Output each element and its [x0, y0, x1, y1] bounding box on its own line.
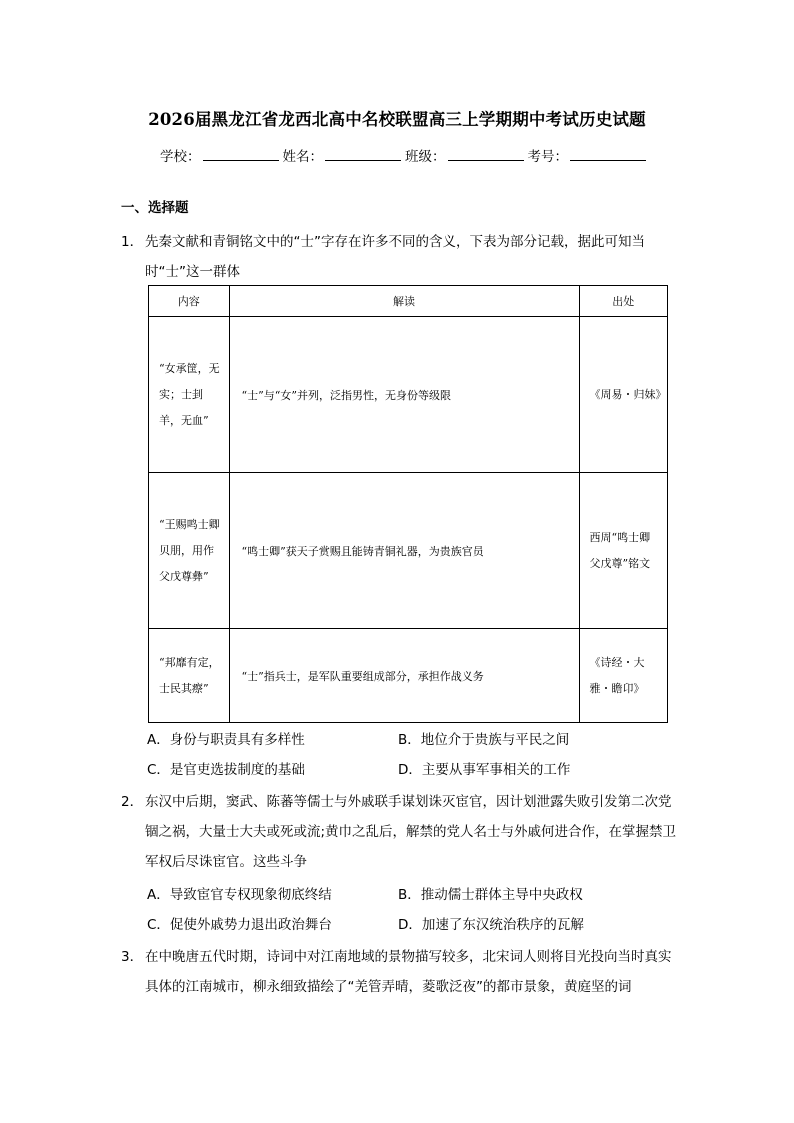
table-row: [149, 317, 668, 473]
table-cell-interpretation: “士”与“女”并列，泛指男性，无身份等级限: [229, 317, 579, 473]
option-c[interactable]: C．促使外戚势力退出政治舞台: [147, 917, 332, 933]
exam-number-label: 考号：: [527, 149, 568, 165]
source-table: [148, 285, 668, 723]
option-row: [147, 755, 707, 785]
table-row: [149, 473, 668, 629]
school-blank: [203, 147, 279, 161]
question-1: [121, 227, 681, 287]
table-cell-interpretation: “士”指兵士，是军队重要组成部分，承担作战义务: [229, 629, 579, 723]
table-header: 出处: [579, 286, 668, 317]
option-a[interactable]: A．身份与职责具有多样性: [147, 732, 305, 748]
table-cell-interpretation: “鸣士卿”获天子赏赐且能铸青铜礼器，为贵族官员: [229, 473, 579, 629]
name-blank: [325, 147, 401, 161]
option-row: [147, 880, 707, 910]
option-b[interactable]: B．推动儒士群体主导中央政权: [398, 887, 583, 903]
exam-number-blank: [570, 147, 646, 161]
table-cell-source: 西周“鸣士卿父戊尊”铭文: [579, 473, 668, 629]
question-stem: 在中晚唐五代时期，诗词中对江南地域的景物描写较多，北宋词人则将目光投向当时真实具体的江南城市，柳永细致描绘了“羌管弄晴，菱歌泛夜”的都市景象，黄庭坚的词: [145, 949, 672, 995]
option-a[interactable]: A．导致宦官专权现象彻底终结: [147, 887, 332, 903]
table-header: 内容: [149, 286, 230, 317]
question-1-options: [147, 725, 707, 785]
table-cell-source: 《诗经・大雅・瞻卬》: [579, 629, 668, 723]
table-row: [149, 629, 668, 723]
question-number: 2．: [121, 794, 144, 810]
student-info-row: [160, 145, 650, 165]
option-row: [147, 910, 707, 940]
question-number: 1．: [121, 234, 144, 250]
question-2: [121, 787, 681, 877]
section-heading: 一、选择题: [121, 200, 189, 216]
option-c[interactable]: C．是官吏选拔制度的基础: [147, 762, 305, 778]
table-cell-content: “邦靡有定，士民其瘵”: [149, 629, 230, 723]
exam-title: 2026届黑龙江省龙西北高中名校联盟高三上学期期中考试历史试题: [148, 110, 646, 129]
option-row: [147, 725, 707, 755]
option-d[interactable]: D．加速了东汉统治秩序的瓦解: [398, 917, 584, 933]
class-blank: [448, 147, 524, 161]
option-b[interactable]: B．地位介于贵族与平民之间: [398, 732, 570, 748]
question-2-options: [147, 880, 707, 940]
question-3: [121, 942, 681, 1002]
table-header: 解读: [229, 286, 579, 317]
class-label: 班级：: [405, 149, 446, 165]
question-stem: 先秦文献和青铜铭文中的“士”字存在许多不同的含义，下表为部分记载，据此可知当时“士”这一群体: [145, 234, 645, 280]
question-stem: 东汉中后期，窦武、陈蕃等儒士与外戚联手谋划诛灭宦官，因计划泄露失败引发第二次党锢之祸，大量士大夫或死或流;黄巾之乱后，解禁的党人名士与外戚何进合作，在掌握禁卫军权后尽诛宦官。这些斗争: [145, 794, 677, 870]
table-cell-content: “王赐鸣士卿贝朋，用作父戊尊彝”: [149, 473, 230, 629]
table-cell-source: 《周易・归妹》: [579, 317, 668, 473]
option-d[interactable]: D．主要从事军事相关的工作: [398, 762, 571, 778]
school-label: 学校：: [160, 149, 201, 165]
table-header-row: [149, 286, 668, 317]
question-number: 3．: [121, 949, 144, 965]
table-cell-content: “女承筐，无实；士刲羊，无血”: [149, 317, 230, 473]
name-label: 姓名：: [282, 149, 323, 165]
